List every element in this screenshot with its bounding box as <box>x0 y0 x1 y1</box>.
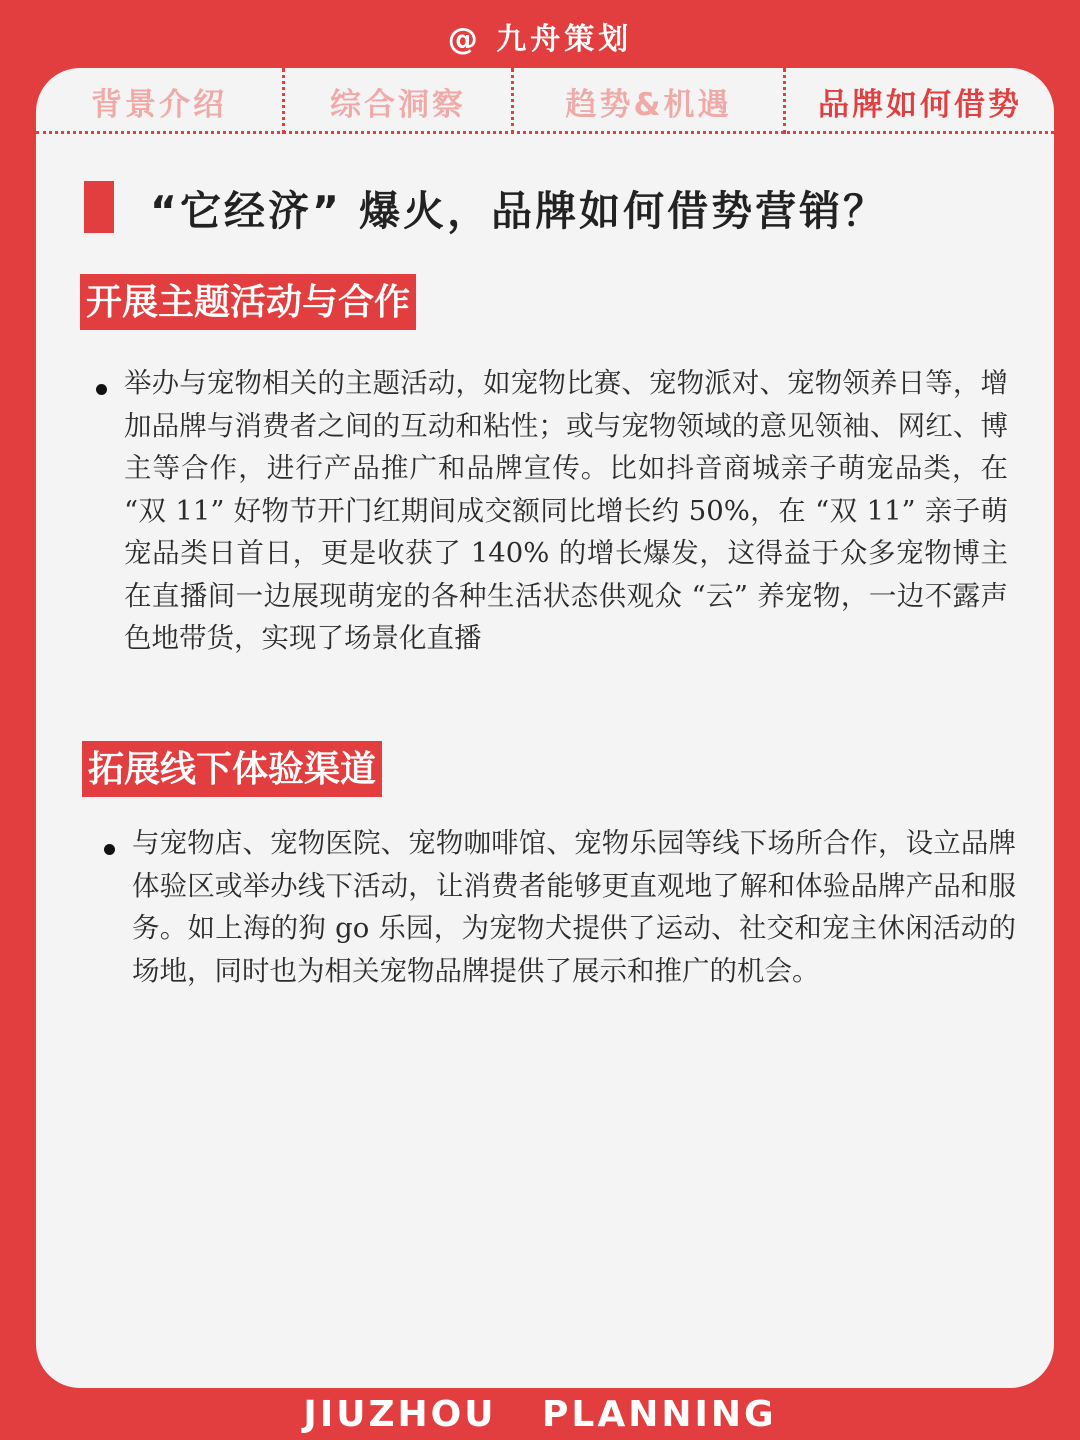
bullet-item <box>104 822 1016 992</box>
tab-trends[interactable]: 趋势&机遇 <box>514 68 786 134</box>
tab-brand-leverage[interactable]: 品牌如何借势 <box>818 86 1022 123</box>
tab-insights[interactable]: 综合洞察 <box>285 68 514 134</box>
account-handle: @ 九舟策划 <box>447 22 633 57</box>
footer-brand: JIUZHOU PLANNING <box>303 1394 777 1435</box>
tab-bar <box>36 68 1054 134</box>
bullet-text: 举办与宠物相关的主题活动，如宠物比赛、宠物派对、宠物领养日等，增加品牌与消费者之间的互动和粘性；或与宠物领域的意见领袖、网红、博主等合作，进行产品推广和品牌宣传。比如抖音商城亲子萌宠品类，在 “双 11” 好物节开门红期间成交额同比增长约 50%，在 “双 11” 亲子萌宠品类日首日，更是收获了 140% 的增长爆发，这得益于众多宠物博主在直播间一边展现萌宠的各种生活状态供观众 “云” 养宠物，一边不露声色地带货，实现了场景化直播 <box>124 367 1008 654</box>
tab-background[interactable]: 背景介绍 <box>36 68 285 134</box>
page-title: “它经济” 爆火，品牌如何借势营销？ <box>150 186 888 235</box>
content-card <box>36 68 1054 1388</box>
page-title-row <box>84 174 1034 240</box>
bullet-dot-icon <box>96 384 107 395</box>
bullet-text: 与宠物店、宠物医院、宠物咖啡馆、宠物乐园等线下场所合作，设立品牌体验区或举办线下活动，让消费者能够更直观地了解和体验品牌产品和服务。如上海的狗 go 乐园，为宠物犬提供了运动、社交和宠主休闲活动的场地，同时也为相关宠物品牌提供了展示和推广的机会。 <box>132 827 1016 987</box>
section-heading-offline-channels: 拓展线下体验渠道 <box>82 741 382 797</box>
bullet-item <box>96 362 1008 660</box>
bullet-dot-icon <box>104 844 115 855</box>
title-accent-bar <box>84 181 114 233</box>
section-heading-themed-events: 开展主题活动与合作 <box>80 274 416 330</box>
